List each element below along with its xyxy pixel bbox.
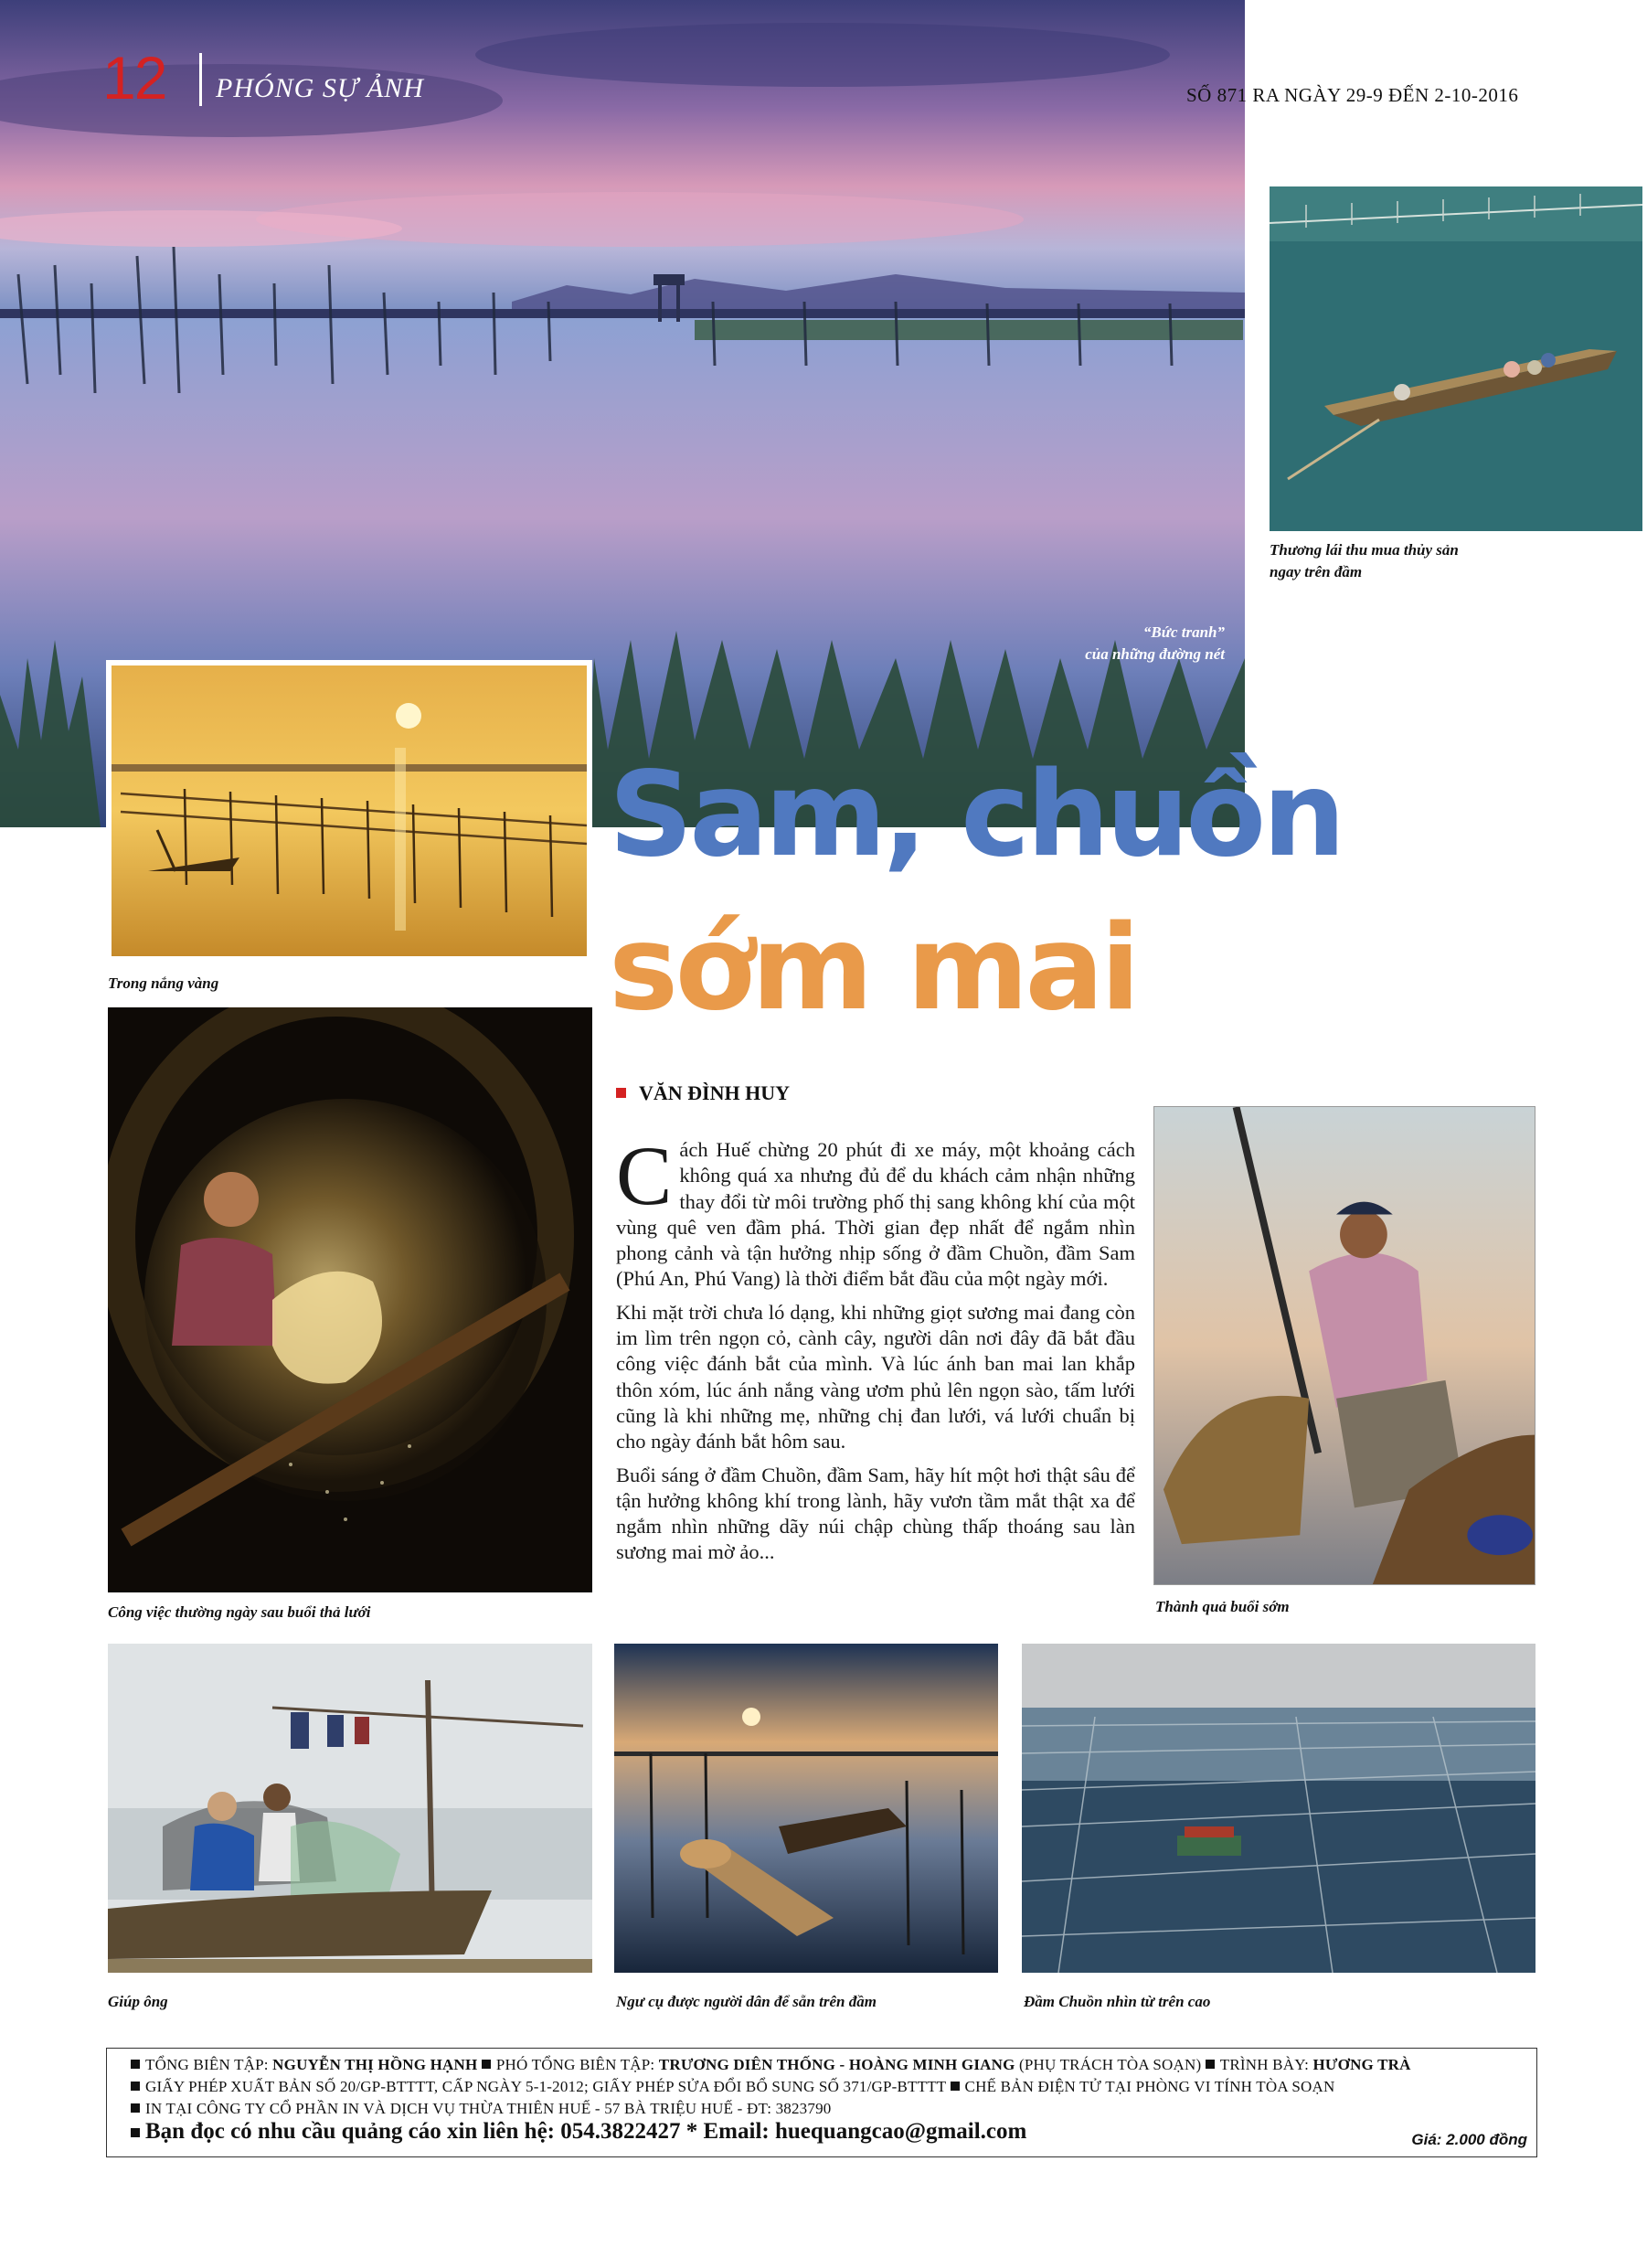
footer-ad-text: Bạn đọc có nhu cầu quảng cáo xin liên hệ: 054.3822427 * Email: huequangcao@gmail.com xyxy=(145,2119,1027,2144)
paragraph-1 xyxy=(616,1129,1135,1293)
footer-deputy-note: (PHỤ TRÁCH TÒA SOẠN) xyxy=(1018,2056,1202,2073)
sunset-photo xyxy=(106,660,592,962)
net-woman-caption: Công việc thường ngày sau buổi thả lưới xyxy=(108,1603,371,1621)
footer-prepress-text: CHẾ BẢN ĐIỆN TỬ TẠI PHÒNG VI TÍNH TÒA SOẠN xyxy=(964,2078,1335,2095)
author-name: VĂN ĐÌNH HUY xyxy=(639,1081,790,1104)
helping-caption: Giúp ông xyxy=(108,1993,168,2010)
hero-caption xyxy=(1042,622,1225,665)
paragraph-1-text: ách Huế chừng 20 phút đi xe máy, một khoảng cách không quá xa nhưng đủ để du khách cảm nhận những thay đổi từ môi trường phố thị sang không khí của một vùng quê ven đầm phá. Thời gian đẹp nhất để ngắm nhìn phong cảnh và tận hưởng nhịp sống ở đầm Chuồn, đầm Sam (Phú An, Phú Vang) là thời điểm bắt đầu của một ngày mới. xyxy=(616,1138,1135,1291)
aerial-caption: Đầm Chuồn nhìn từ trên cao xyxy=(1024,1993,1211,2010)
footer-layout-value: HƯƠNG TRÀ xyxy=(1312,2056,1411,2073)
aerial-photo xyxy=(1022,1644,1535,1973)
footer-deputy-value: TRƯƠNG DIÊN THỐNG - HOÀNG MINH GIANG xyxy=(658,2056,1015,2073)
net-woman-photo xyxy=(108,1007,592,1592)
bullet-square xyxy=(1206,2060,1215,2069)
fishing-trap-photo xyxy=(614,1644,998,1973)
author-marker xyxy=(616,1088,626,1098)
bullet-square xyxy=(131,2082,140,2091)
footer-deputy-label: PHÓ TỔNG BIÊN TẬP: xyxy=(495,2056,655,2073)
author-byline xyxy=(616,1081,790,1105)
helping-photo xyxy=(108,1644,592,1973)
article-title-line2: sớm mai xyxy=(609,900,1137,1037)
footer-license-text: GIẤY PHÉP XUẤT BẢN SỐ 20/GP-BTTTT, CẤP NGÀY 5-1-2012; GIẤY PHÉP SỬA ĐỔI BỔ SUNG SỐ 371/GP-BTTTT xyxy=(145,2078,947,2095)
fisherman-photo xyxy=(1153,1106,1535,1585)
bullet-square xyxy=(131,2103,140,2113)
footer-editors-line xyxy=(131,2056,1411,2074)
masthead-footer xyxy=(106,2048,1537,2157)
sunset-caption: Trong nắng vàng xyxy=(108,974,219,992)
page-number: 12 xyxy=(102,44,166,112)
drop-cap: C xyxy=(616,1129,673,1222)
footer-printing-line xyxy=(131,2100,831,2118)
issue-info: SỐ 871 RA NGÀY 29-9 ĐẾN 2-10-2016 xyxy=(1186,84,1519,106)
boat-caption-line1: Thương lái thu mua thủy sản xyxy=(1270,541,1459,559)
footer-layout-label: TRÌNH BÀY: xyxy=(1219,2056,1310,2073)
footer-license-line xyxy=(131,2078,1334,2096)
paragraph-2: Khi mặt trời chưa ló dạng, khi những giọt sương mai đang còn im lìm trên ngọn cỏ, cành cây, người dân nơi đây đã bắt đầu công việc đánh bắt của mình. Và lúc ánh ban mai lan khắp thôn xóm, lúc ánh nắng vàng ươm phủ lên ngọn sào, tấm lưới cũng là khi những mẹ, những chị đan lưới, vá lưới chuẩn bị cho ngày đánh bắt hôm sau. xyxy=(616,1300,1135,1453)
bullet-square xyxy=(131,2060,140,2069)
price-label: Giá: 2.000 đồng xyxy=(1411,2131,1527,2148)
hero-caption-line2: của những đường nét xyxy=(1085,645,1225,663)
footer-printing-text: IN TẠI CÔNG TY CỔ PHẦN IN VÀ DỊCH VỤ THỪA THIÊN HUẾ - 57 BÀ TRIỆU HUẾ - ĐT: 3823790 xyxy=(145,2100,832,2117)
paragraph-3: Buổi sáng ở đầm Chuồn, đầm Sam, hãy hít một hơi thật sâu để tận hưởng không khí trong lành, hãy vươn tầm mắt thật xa để ngắm nhìn những dãy núi chập chùng thấp thoáng sau làn sương mai mờ ảo... xyxy=(616,1463,1135,1564)
fisherman-caption: Thành quả buổi sớm xyxy=(1155,1598,1290,1615)
boat-caption xyxy=(1270,539,1635,583)
article-title-line1: Sam, chuồn xyxy=(609,747,1343,883)
boat-caption-line2: ngay trên đầm xyxy=(1270,563,1363,580)
bullet-square xyxy=(951,2082,960,2091)
fishing-trap-caption: Ngư cụ được người dân để sẵn trên đầm xyxy=(616,1993,877,2010)
footer-editor-label: TỔNG BIÊN TẬP: xyxy=(145,2056,269,2073)
footer-editor-value: NGUYỄN THỊ HỒNG HẠNH xyxy=(272,2056,478,2073)
bullet-square xyxy=(482,2060,491,2069)
bullet-square xyxy=(131,2128,140,2137)
hero-caption-line1: “Bức tranh” xyxy=(1142,623,1225,641)
article-body xyxy=(616,1129,1135,1573)
header-separator xyxy=(199,53,202,106)
footer-ad-contact xyxy=(131,2119,1026,2145)
boat-photo xyxy=(1270,186,1642,531)
section-title: PHÓNG SỰ ẢNH xyxy=(216,73,424,103)
